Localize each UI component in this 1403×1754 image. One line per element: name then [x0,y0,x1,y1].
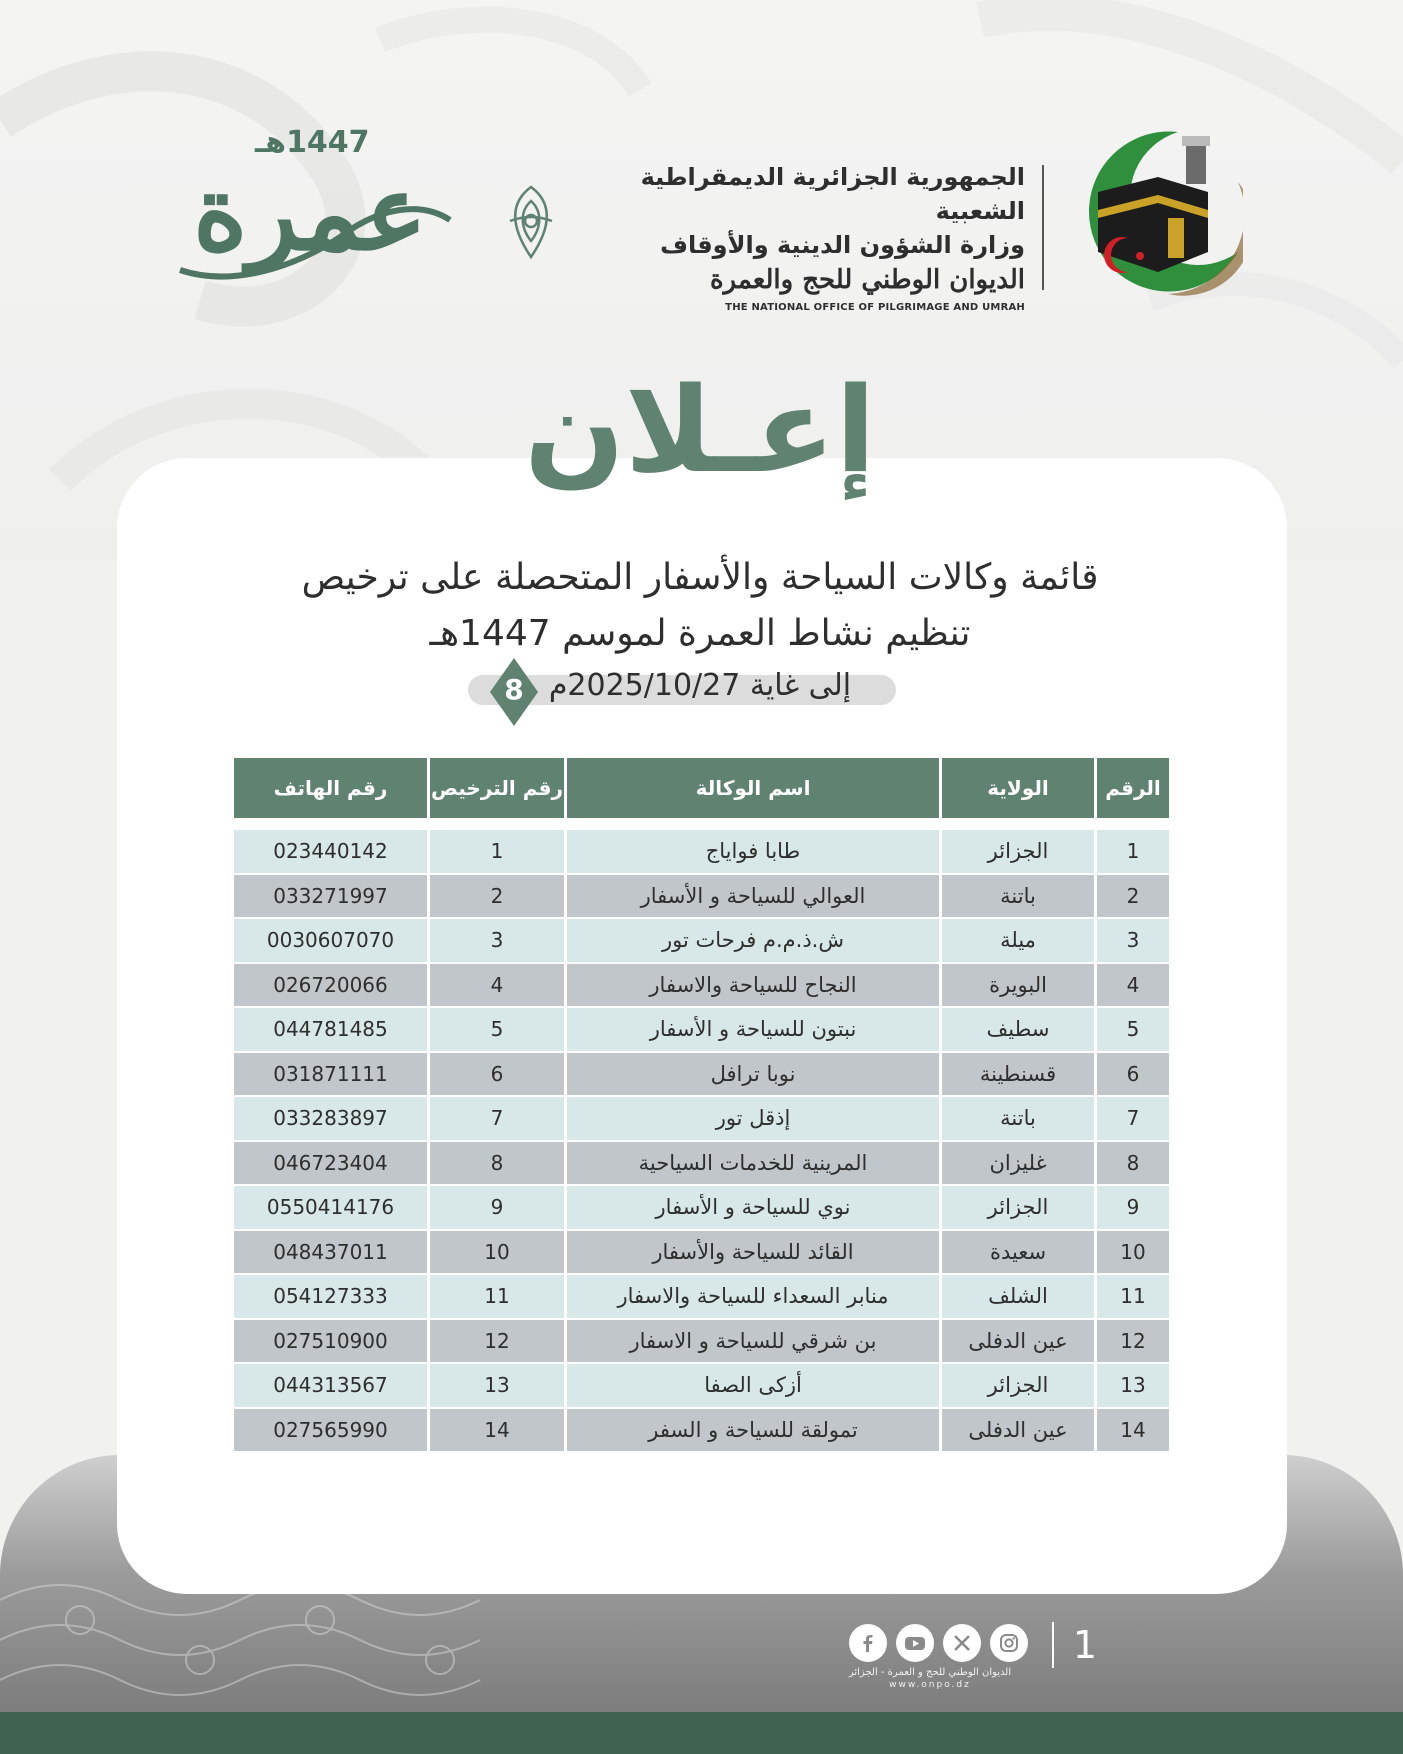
cell-num: 8 [1097,1142,1169,1185]
cell-num: 14 [1097,1409,1169,1452]
cell-phone: 033271997 [234,875,427,918]
cell-num: 7 [1097,1097,1169,1140]
cell-phone: 044313567 [234,1364,427,1407]
footer-caption: الديوان الوطني للحج و العمرة - الجزائر [848,1667,1012,1678]
cell-phone: 031871111 [234,1053,427,1096]
table-row [234,1275,1169,1318]
cell-license: 8 [430,1142,564,1185]
cell-agency: العوالي للسياحة و الأسفار [567,875,939,918]
cell-phone: 054127333 [234,1275,427,1318]
badge-number: 8 [504,673,524,706]
cell-license: 6 [430,1053,564,1096]
header-wilaya: الولاية [942,758,1094,818]
header-phone: رقم الهاتف [234,758,427,818]
table-row [234,1320,1169,1363]
cell-license: 1 [430,830,564,873]
cell-agency: نوبا ترافل [567,1053,939,1096]
cell-num: 9 [1097,1186,1169,1229]
cell-num: 2 [1097,875,1169,918]
table-row [234,1142,1169,1185]
announcement-title: إعـلان [524,361,876,499]
cell-num: 3 [1097,919,1169,962]
cell-agency: إذقل تور [567,1097,939,1140]
umrah-year: 1447هـ [255,125,370,160]
header-divider [1042,165,1044,290]
cell-phone: 0550414176 [234,1186,427,1229]
cell-agency: بن شرقي للسياحة و الاسفار [567,1320,939,1363]
cell-license: 4 [430,964,564,1007]
cell-num: 10 [1097,1231,1169,1274]
cell-wilaya: غليزان [942,1142,1094,1185]
table-row [234,1097,1169,1140]
header-office-en: THE NATIONAL OFFICE OF PILGRIMAGE AND UMRAH [725,302,1025,313]
cell-num: 1 [1097,830,1169,873]
cell-phone: 0030607070 [234,919,427,962]
cell-num: 13 [1097,1364,1169,1407]
table-row [234,1364,1169,1407]
cell-agency: تمولقة للسياحة و السفر [567,1409,939,1452]
page-number: 1 [1072,1623,1098,1667]
cell-agency: منابر السعداء للسياحة والاسفار [567,1275,939,1318]
cell-num: 4 [1097,964,1169,1007]
date-text: إلى غاية 2025/10/27م [548,668,852,703]
cell-wilaya: الجزائر [942,1364,1094,1407]
cell-agency: القائد للسياحة والأسفار [567,1231,939,1274]
cell-phone: 033283897 [234,1097,427,1140]
cell-wilaya: البويرة [942,964,1094,1007]
cell-agency: النجاح للسياحة والاسفار [567,964,939,1007]
table-row [234,1231,1169,1274]
cell-phone: 046723404 [234,1142,427,1185]
header-num: الرقم [1097,758,1169,818]
cell-agency: نبتون للسياحة و الأسفار [567,1008,939,1051]
cell-license: 14 [430,1409,564,1452]
table-body [234,830,1169,1453]
cell-phone: 023440142 [234,830,427,873]
header-text [590,160,1025,313]
cell-wilaya: عين الدفلى [942,1409,1094,1452]
cell-phone: 027510900 [234,1320,427,1363]
cell-license: 2 [430,875,564,918]
header-agency: اسم الوكالة [567,758,939,818]
onpo-emblem-icon [1068,122,1243,297]
cell-agency: ش.ذ.م.م فرحات تور [567,919,939,962]
cell-wilaya: الشلف [942,1275,1094,1318]
cell-agency: نوي للسياحة و الأسفار [567,1186,939,1229]
table-row [234,1008,1169,1051]
header-license: رقم الترخيص [430,758,564,818]
footer-divider [1052,1622,1054,1668]
subtitle-line-1: قائمة وكالات السياحة والأسفار المتحصلة على ترخيص [301,557,1099,598]
table-row [234,1409,1169,1452]
cell-num: 6 [1097,1053,1169,1096]
cell-num: 12 [1097,1320,1169,1363]
x-icon[interactable] [943,1624,981,1662]
subtitle-line-2: تنظيم نشاط العمرة لموسم 1447هـ [429,613,971,654]
cell-phone: 026720066 [234,964,427,1007]
cell-license: 9 [430,1186,564,1229]
table-row [234,1186,1169,1229]
ornament-icon [500,183,562,261]
header-office-ar: الديوان الوطني للحج والعمرة [709,265,1025,295]
cell-license: 13 [430,1364,564,1407]
cell-agency: أزكى الصفا [567,1364,939,1407]
cell-wilaya: باتنة [942,875,1094,918]
subtitle [200,550,1200,662]
cell-num: 11 [1097,1275,1169,1318]
cell-license: 10 [430,1231,564,1274]
cell-phone: 048437011 [234,1231,427,1274]
cell-wilaya: سطيف [942,1008,1094,1051]
umrah-word: عمرة [192,151,428,274]
cell-wilaya: الجزائر [942,830,1094,873]
table-row [234,875,1169,918]
cell-wilaya: قسنطينة [942,1053,1094,1096]
header-ministry: وزارة الشؤون الدينية والأوقاف [660,231,1025,259]
youtube-icon[interactable] [896,1624,934,1662]
cell-license: 3 [430,919,564,962]
cell-wilaya: الجزائر [942,1186,1094,1229]
footer-url[interactable]: www.onpo.dz [889,1680,971,1690]
cell-license: 11 [430,1275,564,1318]
header-republic: الجمهورية الجزائرية الديمقراطية الشعبية [640,163,1025,225]
cell-agency: المرينية للخدمات السياحية [567,1142,939,1185]
table-row [234,964,1169,1007]
table-row [234,919,1169,962]
footer-bar [0,1712,1403,1754]
cell-license: 5 [430,1008,564,1051]
cell-num: 5 [1097,1008,1169,1051]
facebook-icon[interactable] [849,1624,887,1662]
cell-agency: طابا فواياج [567,830,939,873]
cell-phone: 027565990 [234,1409,427,1452]
cell-wilaya: باتنة [942,1097,1094,1140]
cell-wilaya: ميلة [942,919,1094,962]
cell-license: 12 [430,1320,564,1363]
table-row [234,1053,1169,1096]
cell-phone: 044781485 [234,1008,427,1051]
table-row [234,830,1169,873]
cell-wilaya: سعيدة [942,1231,1094,1274]
instagram-icon[interactable] [990,1624,1028,1662]
table-header [234,758,1169,818]
cell-license: 7 [430,1097,564,1140]
cell-wilaya: عين الدفلى [942,1320,1094,1363]
